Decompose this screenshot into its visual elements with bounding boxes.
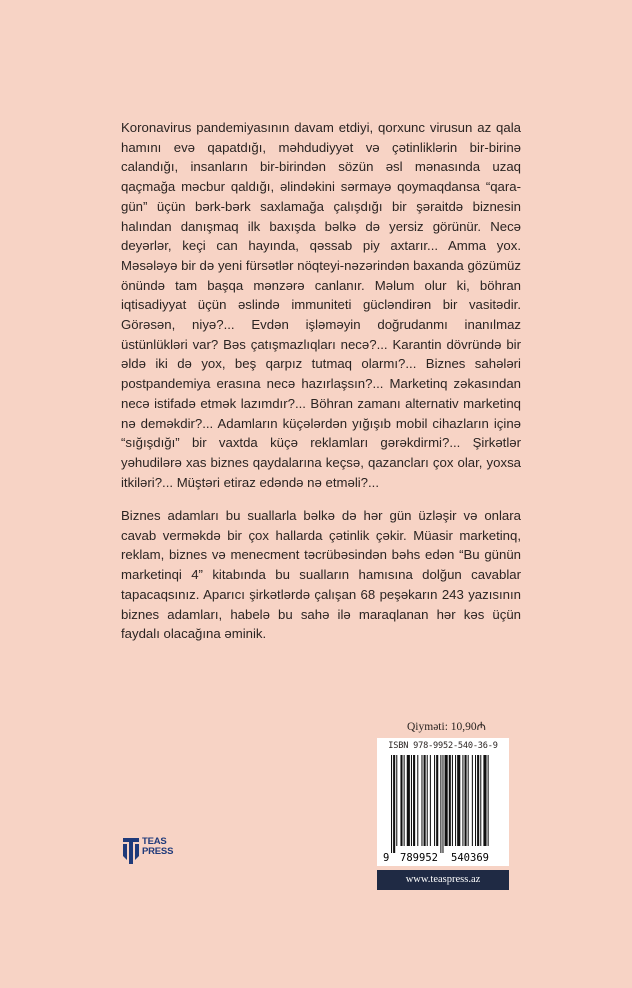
barcode-bars [377,738,509,866]
barcode-digit-first: 9 [383,852,390,864]
teas-logo-icon [122,836,140,866]
barcode-bar [430,755,431,846]
barcode-bar [480,755,481,846]
barcode-bar [445,755,448,846]
barcode-bar [468,755,469,846]
barcode-bar [452,755,453,846]
website-label[interactable]: www.teaspress.az [377,870,509,890]
barcode-bar [449,755,451,846]
barcode-bar [475,755,476,846]
barcode-bar [411,755,412,846]
barcode-bar [393,755,395,853]
barcode-bar [404,755,405,846]
publisher-line2: PRESS [142,846,174,857]
blurb-paragraph-1: Koronavirus pandemiyasının davam etdiyi, qorxunc virusun az qala hamını evə qapatdığı, məhdudiyyət və çətinliklərin bir-birinə calandığı, insanların bir-birindən sözün əsl mənasında uzaq qaçmağa məcbur qaldığı, əlindəkini sərmayə qoymaqdansa “qara-gün” üçün bərk-bərk saxlamağa çalışdığı bir şəraitdə biznesin halından danışmaq ilk baxışda bəlkə də yersiz görünür. Necə deyərlər, keçi can hayında, qəssab piy axtarır... Amma yox. Məsələyə bir də yeni fürsətlər nöqteyi-nəzərindən baxanda gözümüz önündə tam başqa mənzərə canlanır. Məlum olur ki, böhran iqtisadiyyat üçün əslində immuniteti gücləndirən bir vasitədir. Görəsən, niyə?... Evdən işləməyin doğrudanmı inanılmaz üstünlükləri var? Bəs çatışmazlıqları necə?... Karantin dövründə bir əldə iki də yox, beş qarpız tutmaq olarmı?... Biznes sahələri postpandemiya erasına necə hazırlaşsın?... Marketinq zəkasından necə istifadə etmək lazımdır?... Böhran zamanı alternativ marketinq nə deməkdir?... Adamların küçələrdən yığışıb mobil cihazların içinə “sığışdığı” bir vaxtda küçə reklamları gərəkdirmi?... Şirkətlər yəhudilərə xas biznes qaydalarına keçsə, qazancları çox olar, yoxsa itkiləri?... Müştəri etiraz edəndə nə etməli?... [121,120,521,490]
barcode-bar [396,755,397,846]
barcode-bar [436,755,438,846]
barcode-digits-left: 789952 [400,852,438,864]
barcode-bar [434,755,435,846]
publisher-line1: TEAS [142,836,167,847]
barcode-bar [413,755,415,846]
barcode-bar [457,755,460,846]
barcode-bar [421,755,422,846]
price-label: Qiyməti: 10,90₼ [407,721,486,733]
barcode-bar [407,755,410,846]
barcode-bar [462,755,463,846]
barcode-bar [424,755,426,846]
barcode-bar [465,755,467,846]
barcode-bar [442,755,443,853]
isbn-text: ISBN 978-9952-540-36-9 [388,741,498,751]
blurb-paragraph-2: Biznes adamları bu suallarla bəlkə də hər gün üzləşir və onlara cavab verməkdə bir çox hallarda çətinlik çəkir. Müasir marketinq, reklam, biznes və menecment təcrübəsindən bəhs edən “Bu günün marketinqi 4” kitabında bu sualların hamısına dolğun cavablar tapacaqsınız. Aparıcı şirkətlərdə çalışan 68 peşəkarın 243 yazısının biznes adamları, habelə bu sahə ilə maraqlanan hər kəs üçün faydalı olacağına əminik. [121,508,521,642]
barcode-bar [455,755,456,846]
barcode-digits-right: 540369 [451,852,489,864]
publisher-logo [122,836,182,866]
barcode-bar [483,755,486,846]
publisher-name [142,837,173,857]
barcode-bar [472,755,473,846]
barcode-bar [427,755,428,846]
barcode-bar [488,755,489,846]
barcode-bar [400,755,402,846]
barcode-bar [417,755,418,846]
barcode-bar [477,755,479,846]
barcode-bar [391,755,392,853]
barcode-bar [440,755,441,853]
barcode [377,738,509,866]
